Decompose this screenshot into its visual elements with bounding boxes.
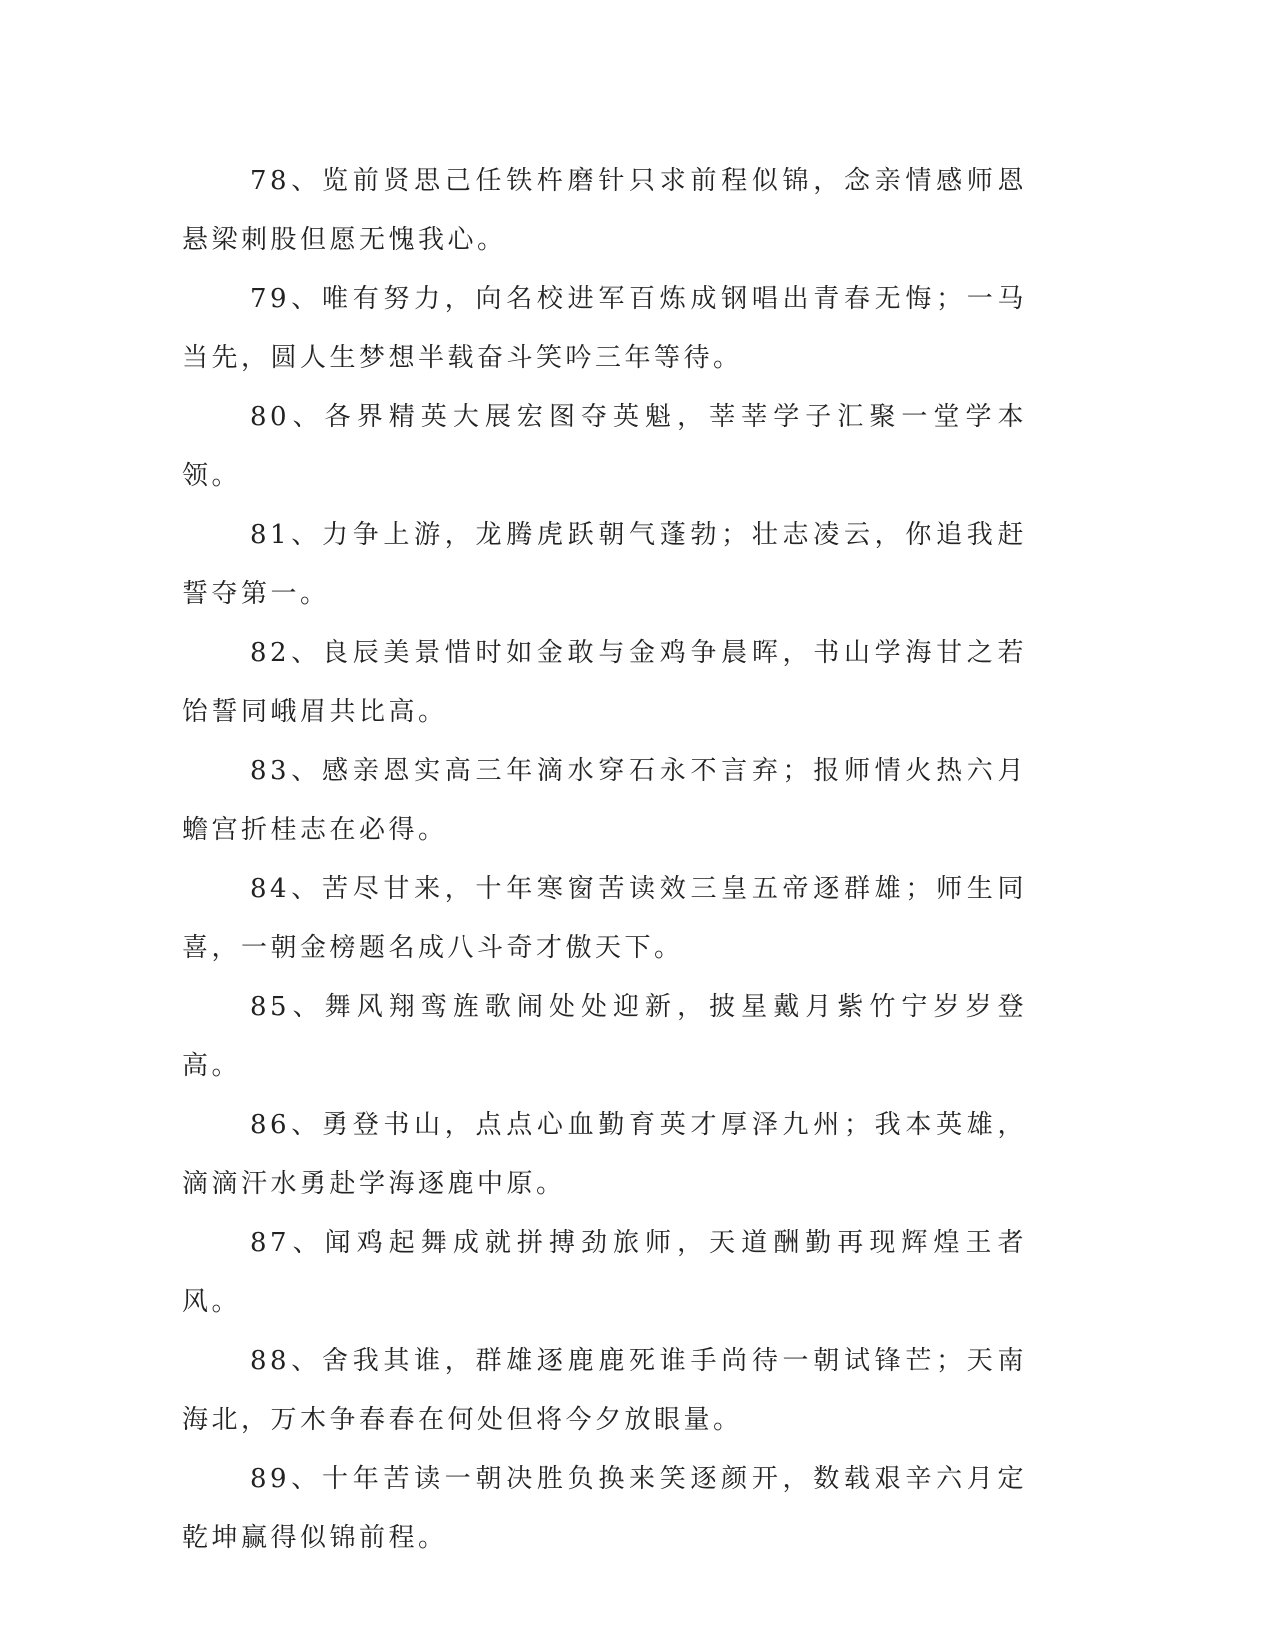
slogan-paragraph-80: 80、各界精英大展宏图夺英魁，莘莘学子汇聚一堂学本领。 [182,402,1027,491]
slogan-paragraph-82: 82、良辰美景惜时如金敢与金鸡争晨晖，书山学海甘之若饴誓同峨眉共比高。 [182,638,1027,727]
slogan-paragraph-83: 83、感亲恩实高三年滴水穿石永不言弃；报师情火热六月蟾宫折桂志在必得。 [182,756,1027,845]
slogan-paragraph-81: 81、力争上游，龙腾虎跃朝气蓬勃；壮志凌云，你追我赶誓夺第一。 [182,520,1027,609]
slogan-paragraph-88: 88、舍我其谁，群雄逐鹿鹿死谁手尚待一朝试锋芒；天南海北，万木争春春在何处但将今夕放眼量。 [182,1346,1027,1435]
slogan-paragraph-84: 84、苦尽甘来，十年寒窗苦读效三皇五帝逐群雄；师生同喜，一朝金榜题名成八斗奇才傲天下。 [182,874,1027,963]
slogan-paragraph-85: 85、舞风翔鸾旌歌闹处处迎新，披星戴月紫竹宁岁岁登高。 [182,992,1027,1081]
slogan-paragraph-86: 86、勇登书山，点点心血勤育英才厚泽九州；我本英雄，滴滴汗水勇赴学海逐鹿中原。 [182,1110,1027,1199]
slogan-paragraph-78: 78、览前贤思己任铁杵磨针只求前程似锦，念亲情感师恩悬梁刺股但愿无愧我心。 [182,166,1027,255]
slogan-paragraph-87: 87、闻鸡起舞成就拼搏劲旅师，天道酬勤再现辉煌王者风。 [182,1228,1027,1317]
slogan-paragraph-89: 89、十年苦读一朝决胜负换来笑逐颜开，数载艰辛六月定乾坤赢得似锦前程。 [182,1464,1027,1553]
document-body [182,152,1027,1568]
slogan-paragraph-79: 79、唯有努力，向名校进军百炼成钢唱出青春无悔；一马当先，圆人生梦想半载奋斗笑吟三年等待。 [182,284,1027,373]
